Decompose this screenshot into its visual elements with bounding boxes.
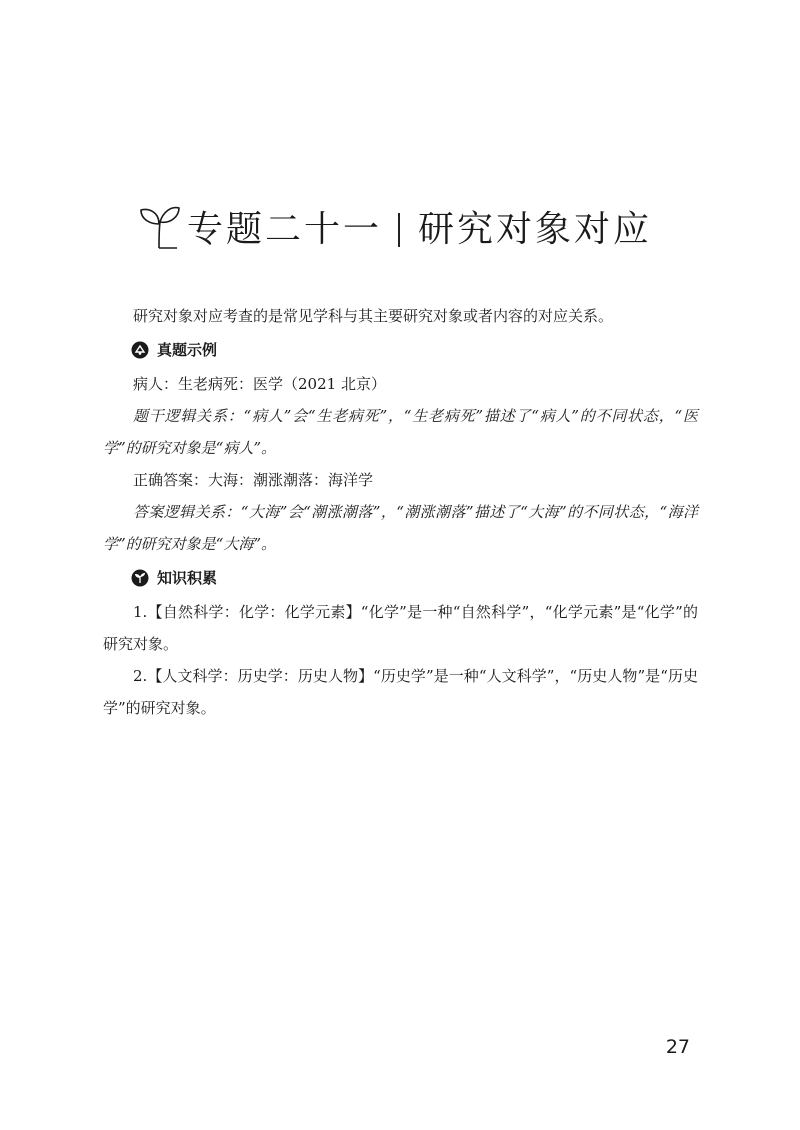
knowledge-item-2: 2.【人文科学：历史学：历史人物】“历史学”是一种“人文科学”，“历史人物”是“历史学”的研究对象。 <box>103 667 698 717</box>
chapter-title <box>187 210 652 250</box>
example-section-heading <box>131 334 698 366</box>
example-analysis: 题干逻辑关系：“病人”会“生老病死”，“生老病死”描述了“病人”的不同状态，“医学”的研究对象是“病人”。 <box>103 407 698 457</box>
intro-paragraph: 研究对象对应考查的是常见学科与其主要研究对象或者内容的对应关系。 <box>133 307 614 325</box>
example-question: 病人：生老病死：医学（2021 北京） <box>133 375 386 393</box>
knowledge-item-1: 1.【自然科学：化学：化学元素】“化学”是一种“自然科学”，“化学元素”是“化学”的研究对象。 <box>103 603 698 653</box>
example-answer: 正确答案：大海：潮涨潮落：海洋学 <box>133 471 374 489</box>
sprout-icon <box>137 200 183 250</box>
content-body <box>103 300 698 724</box>
title-separator <box>398 213 400 247</box>
example-answer-logic: 答案逻辑关系：“大海”会“潮涨潮落”，“潮涨潮落”描述了“大海”的不同状态，“海洋学”的研究对象是“大海”。 <box>103 503 698 553</box>
chapter-topic: 研究对象对应 <box>418 209 653 250</box>
knowledge-heading-text: 知识积累 <box>157 569 218 587</box>
chapter-number: 专题二十一 <box>187 209 383 250</box>
page-number: 27 <box>665 1036 690 1058</box>
knowledge-section-heading <box>131 562 698 594</box>
example-badge-icon <box>131 341 149 359</box>
example-heading-text: 真题示例 <box>157 341 218 359</box>
knowledge-badge-icon <box>131 569 149 587</box>
chapter-title-row <box>137 196 697 268</box>
